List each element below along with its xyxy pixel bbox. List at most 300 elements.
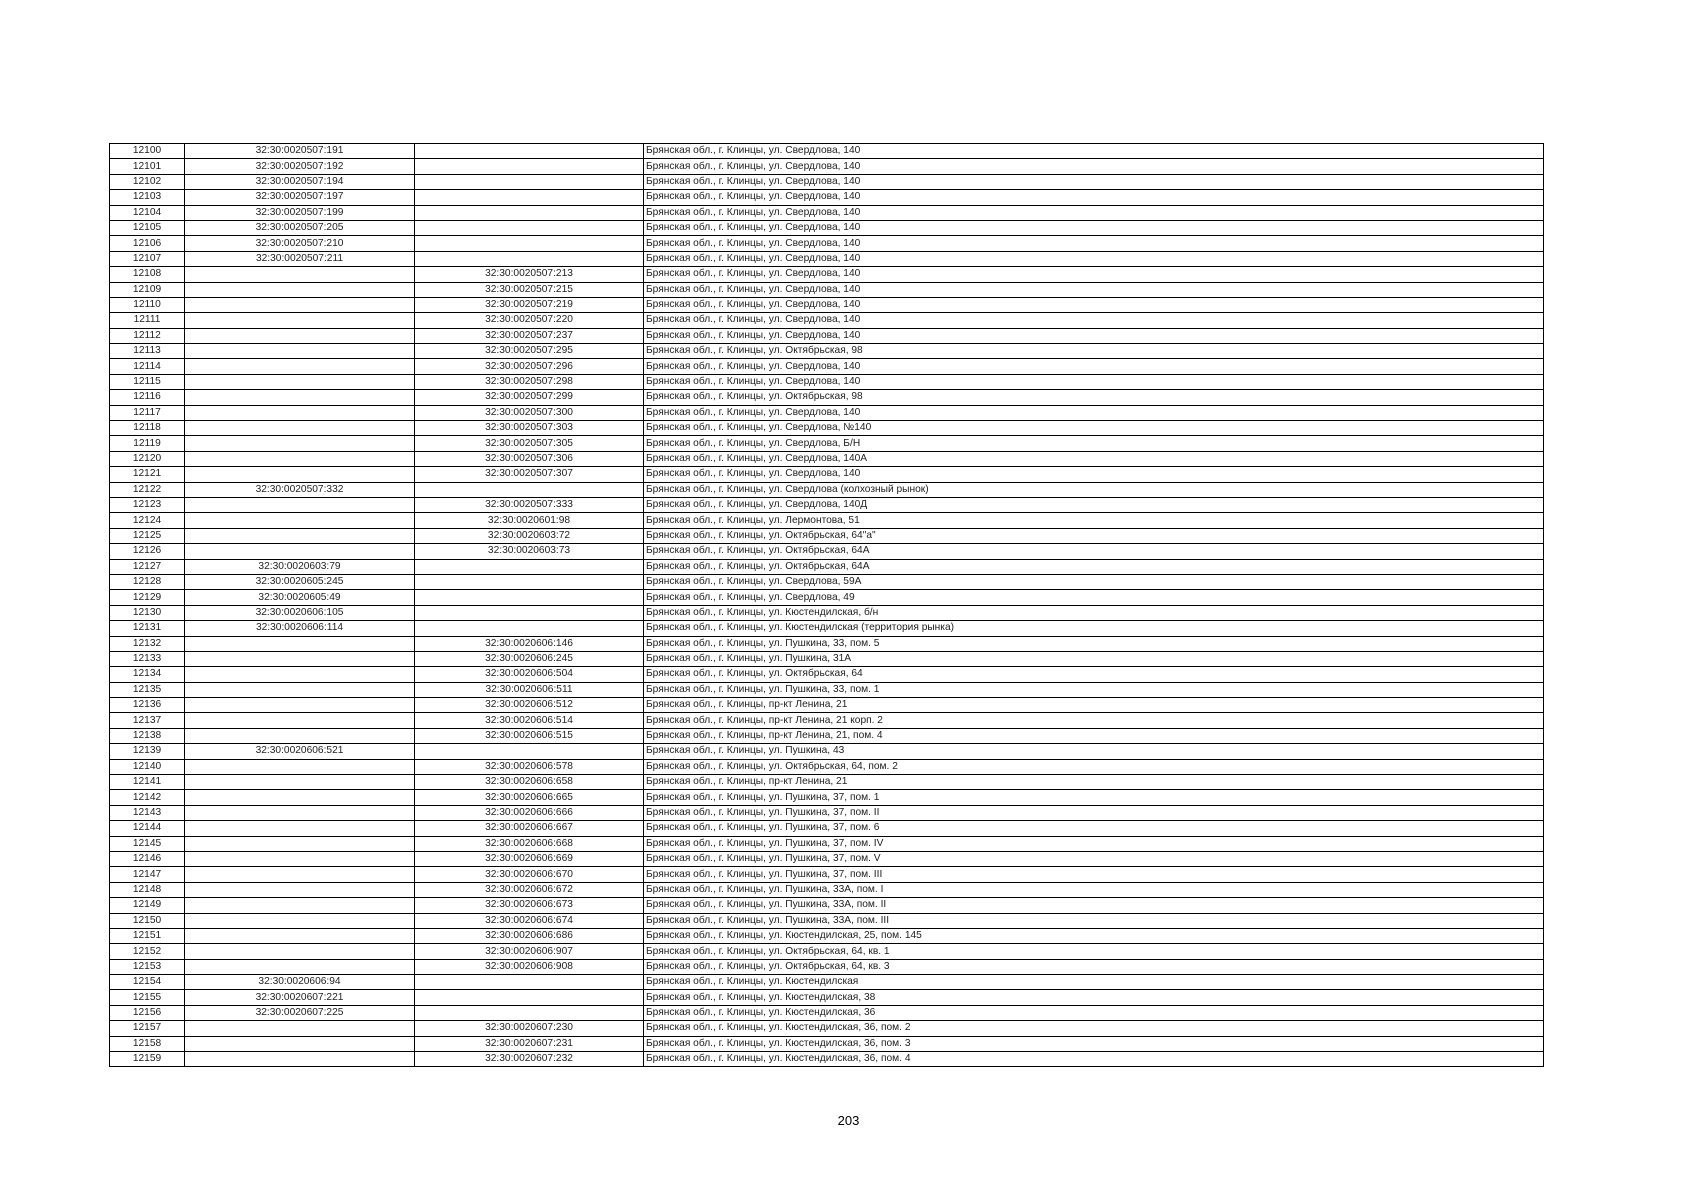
row-number-cell: 12122 bbox=[110, 482, 185, 497]
cadastral-number-cell bbox=[185, 759, 415, 774]
table-row bbox=[110, 928, 1544, 943]
address-cell: Брянская обл., г. Клинцы, ул. Свердлова, 59А bbox=[644, 574, 1544, 589]
row-number-cell: 12105 bbox=[110, 220, 185, 235]
table-row bbox=[110, 990, 1544, 1005]
cadastral-number-cell bbox=[185, 882, 415, 897]
sub-cadastral-number-cell: 32:30:0020606:673 bbox=[415, 898, 644, 913]
row-number-cell: 12138 bbox=[110, 728, 185, 743]
address-cell: Брянская обл., г. Клинцы, ул. Свердлова, 140 bbox=[644, 220, 1544, 235]
table-row bbox=[110, 144, 1544, 159]
table-row bbox=[110, 390, 1544, 405]
row-number-cell: 12155 bbox=[110, 990, 185, 1005]
sub-cadastral-number-cell bbox=[415, 251, 644, 266]
cadastral-number-cell: 32:30:0020606:105 bbox=[185, 605, 415, 620]
sub-cadastral-number-cell: 32:30:0020603:73 bbox=[415, 544, 644, 559]
table-row bbox=[110, 636, 1544, 651]
address-cell: Брянская обл., г. Клинцы, ул. Пушкина, 37, пом. III bbox=[644, 867, 1544, 882]
address-cell: Брянская обл., г. Клинцы, пр-кт Ленина, 21 bbox=[644, 775, 1544, 790]
sub-cadastral-number-cell: 32:30:0020507:307 bbox=[415, 467, 644, 482]
sub-cadastral-number-cell bbox=[415, 482, 644, 497]
row-number-cell: 12157 bbox=[110, 1021, 185, 1036]
cadastral-number-cell: 32:30:0020606:521 bbox=[185, 744, 415, 759]
address-cell: Брянская обл., г. Клинцы, ул. Пушкина, 37, пом. II bbox=[644, 805, 1544, 820]
cadastral-number-cell bbox=[185, 636, 415, 651]
table-row bbox=[110, 605, 1544, 620]
table-row bbox=[110, 775, 1544, 790]
sub-cadastral-number-cell: 32:30:0020507:303 bbox=[415, 421, 644, 436]
cadastral-number-cell: 32:30:0020606:114 bbox=[185, 621, 415, 636]
cadastral-number-cell: 32:30:0020605:245 bbox=[185, 574, 415, 589]
address-cell: Брянская обл., г. Клинцы, ул. Кюстендилская, 36, пом. 4 bbox=[644, 1052, 1544, 1067]
address-cell: Брянская обл., г. Клинцы, ул. Октябрьская, 98 bbox=[644, 344, 1544, 359]
row-number-cell: 12140 bbox=[110, 759, 185, 774]
address-cell: Брянская обл., г. Клинцы, ул. Пушкина, 31А bbox=[644, 651, 1544, 666]
cadastral-number-cell bbox=[185, 790, 415, 805]
table-row bbox=[110, 220, 1544, 235]
address-cell: Брянская обл., г. Клинцы, ул. Октябрьская, 64"а" bbox=[644, 528, 1544, 543]
cadastral-number-cell bbox=[185, 1036, 415, 1051]
address-cell: Брянская обл., г. Клинцы, ул. Свердлова, 140 bbox=[644, 405, 1544, 420]
row-number-cell: 12115 bbox=[110, 374, 185, 389]
cadastral-number-cell: 32:30:0020507:211 bbox=[185, 251, 415, 266]
row-number-cell: 12142 bbox=[110, 790, 185, 805]
table-row bbox=[110, 851, 1544, 866]
row-number-cell: 12129 bbox=[110, 590, 185, 605]
table-row bbox=[110, 313, 1544, 328]
table-row bbox=[110, 1052, 1544, 1067]
table-row bbox=[110, 836, 1544, 851]
row-number-cell: 12159 bbox=[110, 1052, 185, 1067]
sub-cadastral-number-cell bbox=[415, 605, 644, 620]
sub-cadastral-number-cell: 32:30:0020507:295 bbox=[415, 344, 644, 359]
address-cell: Брянская обл., г. Клинцы, ул. Свердлова, 140 bbox=[644, 374, 1544, 389]
row-number-cell: 12137 bbox=[110, 713, 185, 728]
table-row bbox=[110, 744, 1544, 759]
table-row bbox=[110, 528, 1544, 543]
address-cell: Брянская обл., г. Клинцы, ул. Свердлова, 140 bbox=[644, 328, 1544, 343]
row-number-cell: 12158 bbox=[110, 1036, 185, 1051]
page-number: 203 bbox=[837, 1113, 860, 1128]
row-number-cell: 12120 bbox=[110, 451, 185, 466]
table-row bbox=[110, 867, 1544, 882]
cadastral-number-cell bbox=[185, 836, 415, 851]
table-row bbox=[110, 467, 1544, 482]
row-number-cell: 12146 bbox=[110, 851, 185, 866]
sub-cadastral-number-cell bbox=[415, 205, 644, 220]
sub-cadastral-number-cell bbox=[415, 144, 644, 159]
address-cell: Брянская обл., г. Клинцы, ул. Свердлова, 140 bbox=[644, 359, 1544, 374]
cadastral-number-cell bbox=[185, 928, 415, 943]
cadastral-number-cell bbox=[185, 267, 415, 282]
row-number-cell: 12124 bbox=[110, 513, 185, 528]
sub-cadastral-number-cell: 32:30:0020606:669 bbox=[415, 851, 644, 866]
sub-cadastral-number-cell: 32:30:0020507:300 bbox=[415, 405, 644, 420]
cadastral-number-cell bbox=[185, 959, 415, 974]
cadastral-number-cell: 32:30:0020507:205 bbox=[185, 220, 415, 235]
address-cell: Брянская обл., г. Клинцы, ул. Свердлова, Б/Н bbox=[644, 436, 1544, 451]
table-row bbox=[110, 251, 1544, 266]
cadastral-number-cell bbox=[185, 436, 415, 451]
table-row bbox=[110, 159, 1544, 174]
sub-cadastral-number-cell: 32:30:0020607:231 bbox=[415, 1036, 644, 1051]
sub-cadastral-number-cell: 32:30:0020606:670 bbox=[415, 867, 644, 882]
sub-cadastral-number-cell: 32:30:0020507:333 bbox=[415, 497, 644, 512]
row-number-cell: 12145 bbox=[110, 836, 185, 851]
row-number-cell: 12156 bbox=[110, 1005, 185, 1020]
sub-cadastral-number-cell: 32:30:0020606:511 bbox=[415, 682, 644, 697]
row-number-cell: 12104 bbox=[110, 205, 185, 220]
row-number-cell: 12144 bbox=[110, 821, 185, 836]
address-cell: Брянская обл., г. Клинцы, ул. Пушкина, 33, пом. 1 bbox=[644, 682, 1544, 697]
sub-cadastral-number-cell bbox=[415, 559, 644, 574]
address-cell: Брянская обл., г. Клинцы, ул. Кюстендилская, б/н bbox=[644, 605, 1544, 620]
sub-cadastral-number-cell: 32:30:0020606:666 bbox=[415, 805, 644, 820]
table-row bbox=[110, 267, 1544, 282]
table-row bbox=[110, 882, 1544, 897]
address-cell: Брянская обл., г. Клинцы, ул. Пушкина, 37, пом. V bbox=[644, 851, 1544, 866]
table-row bbox=[110, 590, 1544, 605]
sub-cadastral-number-cell: 32:30:0020606:515 bbox=[415, 728, 644, 743]
row-number-cell: 12106 bbox=[110, 236, 185, 251]
sub-cadastral-number-cell bbox=[415, 220, 644, 235]
sub-cadastral-number-cell: 32:30:0020507:299 bbox=[415, 390, 644, 405]
row-number-cell: 12113 bbox=[110, 344, 185, 359]
cadastral-number-cell bbox=[185, 513, 415, 528]
sub-cadastral-number-cell: 32:30:0020606:245 bbox=[415, 651, 644, 666]
sub-cadastral-number-cell: 32:30:0020603:72 bbox=[415, 528, 644, 543]
address-cell: Брянская обл., г. Клинцы, ул. Свердлова, 140 bbox=[644, 267, 1544, 282]
address-cell: Брянская обл., г. Клинцы, ул. Кюстендилская, 25, пом. 145 bbox=[644, 928, 1544, 943]
cadastral-number-cell: 32:30:0020507:191 bbox=[185, 144, 415, 159]
address-cell: Брянская обл., г. Клинцы, пр-кт Ленина, 21, пом. 4 bbox=[644, 728, 1544, 743]
address-cell: Брянская обл., г. Клинцы, ул. Свердлова (колхозный рынок) bbox=[644, 482, 1544, 497]
row-number-cell: 12132 bbox=[110, 636, 185, 651]
table-row bbox=[110, 728, 1544, 743]
table-row bbox=[110, 759, 1544, 774]
address-cell: Брянская обл., г. Клинцы, ул. Пушкина, 43 bbox=[644, 744, 1544, 759]
table-row bbox=[110, 374, 1544, 389]
address-cell: Брянская обл., г. Клинцы, ул. Октябрьская, 64, кв. 1 bbox=[644, 944, 1544, 959]
row-number-cell: 12147 bbox=[110, 867, 185, 882]
sub-cadastral-number-cell: 32:30:0020606:907 bbox=[415, 944, 644, 959]
cadastral-number-cell bbox=[185, 344, 415, 359]
address-cell: Брянская обл., г. Клинцы, ул. Пушкина, 37, пом. 6 bbox=[644, 821, 1544, 836]
address-cell: Брянская обл., г. Клинцы, пр-кт Ленина, 21 корп. 2 bbox=[644, 713, 1544, 728]
address-cell: Брянская обл., г. Клинцы, ул. Пушкина, 33, пом. 5 bbox=[644, 636, 1544, 651]
address-cell: Брянская обл., г. Клинцы, ул. Свердлова, 140Д bbox=[644, 497, 1544, 512]
sub-cadastral-number-cell bbox=[415, 190, 644, 205]
address-cell: Брянская обл., г. Клинцы, ул. Лермонтова, 51 bbox=[644, 513, 1544, 528]
sub-cadastral-number-cell: 32:30:0020606:658 bbox=[415, 775, 644, 790]
address-cell: Брянская обл., г. Клинцы, ул. Свердлова, №140 bbox=[644, 421, 1544, 436]
sub-cadastral-number-cell: 32:30:0020607:232 bbox=[415, 1052, 644, 1067]
row-number-cell: 12149 bbox=[110, 898, 185, 913]
cadastral-number-cell bbox=[185, 374, 415, 389]
row-number-cell: 12128 bbox=[110, 574, 185, 589]
address-cell: Брянская обл., г. Клинцы, ул. Свердлова, 140 bbox=[644, 190, 1544, 205]
row-number-cell: 12153 bbox=[110, 959, 185, 974]
row-number-cell: 12109 bbox=[110, 282, 185, 297]
sub-cadastral-number-cell: 32:30:0020606:672 bbox=[415, 882, 644, 897]
sub-cadastral-number-cell: 32:30:0020507:213 bbox=[415, 267, 644, 282]
address-cell: Брянская обл., г. Клинцы, ул. Пушкина, 33А, пом. III bbox=[644, 913, 1544, 928]
row-number-cell: 12141 bbox=[110, 775, 185, 790]
table-row bbox=[110, 559, 1544, 574]
table-row bbox=[110, 898, 1544, 913]
table-row bbox=[110, 451, 1544, 466]
address-cell: Брянская обл., г. Клинцы, ул. Кюстендилская, 36, пом. 2 bbox=[644, 1021, 1544, 1036]
row-number-cell: 12135 bbox=[110, 682, 185, 697]
address-cell: Брянская обл., г. Клинцы, ул. Свердлова, 140 bbox=[644, 297, 1544, 312]
row-number-cell: 12151 bbox=[110, 928, 185, 943]
cadastral-number-cell: 32:30:0020607:221 bbox=[185, 990, 415, 1005]
table-row bbox=[110, 405, 1544, 420]
cadastral-number-cell bbox=[185, 313, 415, 328]
row-number-cell: 12143 bbox=[110, 805, 185, 820]
address-cell: Брянская обл., г. Клинцы, ул. Пушкина, 33А, пом. I bbox=[644, 882, 1544, 897]
row-number-cell: 12126 bbox=[110, 544, 185, 559]
sub-cadastral-number-cell bbox=[415, 236, 644, 251]
cadastral-number-cell bbox=[185, 421, 415, 436]
row-number-cell: 12123 bbox=[110, 497, 185, 512]
row-number-cell: 12150 bbox=[110, 913, 185, 928]
table-row bbox=[110, 282, 1544, 297]
table-row bbox=[110, 667, 1544, 682]
row-number-cell: 12100 bbox=[110, 144, 185, 159]
cadastral-number-cell: 32:30:0020507:197 bbox=[185, 190, 415, 205]
sub-cadastral-number-cell: 32:30:0020507:305 bbox=[415, 436, 644, 451]
cadastral-number-cell: 32:30:0020606:94 bbox=[185, 975, 415, 990]
row-number-cell: 12154 bbox=[110, 975, 185, 990]
table-row bbox=[110, 651, 1544, 666]
address-cell: Брянская обл., г. Клинцы, ул. Свердлова, 140 bbox=[644, 236, 1544, 251]
sub-cadastral-number-cell: 32:30:0020606:514 bbox=[415, 713, 644, 728]
table-row bbox=[110, 497, 1544, 512]
sub-cadastral-number-cell: 32:30:0020606:668 bbox=[415, 836, 644, 851]
address-cell: Брянская обл., г. Клинцы, ул. Свердлова, 140 bbox=[644, 251, 1544, 266]
cadastral-number-cell bbox=[185, 651, 415, 666]
address-cell: Брянская обл., г. Клинцы, ул. Свердлова, 140 bbox=[644, 144, 1544, 159]
sub-cadastral-number-cell: 32:30:0020601:98 bbox=[415, 513, 644, 528]
row-number-cell: 12118 bbox=[110, 421, 185, 436]
sub-cadastral-number-cell: 32:30:0020507:296 bbox=[415, 359, 644, 374]
row-number-cell: 12110 bbox=[110, 297, 185, 312]
cadastral-number-cell bbox=[185, 913, 415, 928]
cadastral-number-cell bbox=[185, 667, 415, 682]
address-cell: Брянская обл., г. Клинцы, ул. Свердлова, 49 bbox=[644, 590, 1544, 605]
row-number-cell: 12117 bbox=[110, 405, 185, 420]
address-cell: Брянская обл., г. Клинцы, ул. Свердлова, 140 bbox=[644, 159, 1544, 174]
cadastral-number-cell bbox=[185, 544, 415, 559]
table-row bbox=[110, 205, 1544, 220]
address-cell: Брянская обл., г. Клинцы, ул. Свердлова, 140 bbox=[644, 174, 1544, 189]
sub-cadastral-number-cell bbox=[415, 1005, 644, 1020]
table-row bbox=[110, 421, 1544, 436]
table-row bbox=[110, 944, 1544, 959]
address-cell: Брянская обл., г. Клинцы, ул. Пушкина, 33А, пом. II bbox=[644, 898, 1544, 913]
cadastral-number-cell bbox=[185, 297, 415, 312]
address-cell: Брянская обл., г. Клинцы, ул. Свердлова, 140 bbox=[644, 313, 1544, 328]
sub-cadastral-number-cell: 32:30:0020507:298 bbox=[415, 374, 644, 389]
address-cell: Брянская обл., г. Клинцы, ул. Октябрьская, 98 bbox=[644, 390, 1544, 405]
cadastral-number-cell bbox=[185, 1052, 415, 1067]
row-number-cell: 12133 bbox=[110, 651, 185, 666]
cadastral-number-cell: 32:30:0020507:199 bbox=[185, 205, 415, 220]
address-cell: Брянская обл., г. Клинцы, ул. Кюстендилская, 36 bbox=[644, 1005, 1544, 1020]
address-cell: Брянская обл., г. Клинцы, ул. Пушкина, 37, пом. IV bbox=[644, 836, 1544, 851]
table-row bbox=[110, 297, 1544, 312]
cadastral-number-cell bbox=[185, 467, 415, 482]
address-cell: Брянская обл., г. Клинцы, ул. Свердлова, 140 bbox=[644, 205, 1544, 220]
address-cell: Брянская обл., г. Клинцы, ул. Кюстендилская (территория рынка) bbox=[644, 621, 1544, 636]
sub-cadastral-number-cell bbox=[415, 975, 644, 990]
table-row bbox=[110, 959, 1544, 974]
cadastral-number-cell bbox=[185, 713, 415, 728]
cadastral-number-cell bbox=[185, 698, 415, 713]
table-row bbox=[110, 174, 1544, 189]
table-row bbox=[110, 482, 1544, 497]
sub-cadastral-number-cell bbox=[415, 159, 644, 174]
row-number-cell: 12127 bbox=[110, 559, 185, 574]
registry-table-body bbox=[110, 144, 1544, 1067]
row-number-cell: 12112 bbox=[110, 328, 185, 343]
cadastral-number-cell bbox=[185, 898, 415, 913]
row-number-cell: 12131 bbox=[110, 621, 185, 636]
row-number-cell: 12102 bbox=[110, 174, 185, 189]
table-row bbox=[110, 513, 1544, 528]
sub-cadastral-number-cell: 32:30:0020607:230 bbox=[415, 1021, 644, 1036]
sub-cadastral-number-cell bbox=[415, 574, 644, 589]
cadastral-number-cell bbox=[185, 851, 415, 866]
cadastral-number-cell: 32:30:0020507:210 bbox=[185, 236, 415, 251]
sub-cadastral-number-cell bbox=[415, 590, 644, 605]
table-row bbox=[110, 975, 1544, 990]
sub-cadastral-number-cell: 32:30:0020606:665 bbox=[415, 790, 644, 805]
table-row bbox=[110, 1021, 1544, 1036]
sub-cadastral-number-cell: 32:30:0020606:686 bbox=[415, 928, 644, 943]
address-cell: Брянская обл., г. Клинцы, ул. Свердлова, 140 bbox=[644, 467, 1544, 482]
cadastral-number-cell bbox=[185, 821, 415, 836]
cadastral-number-cell: 32:30:0020507:194 bbox=[185, 174, 415, 189]
row-number-cell: 12152 bbox=[110, 944, 185, 959]
sub-cadastral-number-cell bbox=[415, 621, 644, 636]
cadastral-number-cell: 32:30:0020507:332 bbox=[185, 482, 415, 497]
address-cell: Брянская обл., г. Клинцы, ул. Октябрьская, 64, кв. 3 bbox=[644, 959, 1544, 974]
sub-cadastral-number-cell bbox=[415, 744, 644, 759]
address-cell: Брянская обл., г. Клинцы, ул. Октябрьская, 64 bbox=[644, 667, 1544, 682]
cadastral-number-cell bbox=[185, 528, 415, 543]
row-number-cell: 12139 bbox=[110, 744, 185, 759]
row-number-cell: 12107 bbox=[110, 251, 185, 266]
table-row bbox=[110, 344, 1544, 359]
address-cell: Брянская обл., г. Клинцы, ул. Свердлова, 140А bbox=[644, 451, 1544, 466]
row-number-cell: 12116 bbox=[110, 390, 185, 405]
row-number-cell: 12114 bbox=[110, 359, 185, 374]
address-cell: Брянская обл., г. Клинцы, ул. Кюстендилская bbox=[644, 975, 1544, 990]
cadastral-number-cell bbox=[185, 728, 415, 743]
address-cell: Брянская обл., г. Клинцы, ул. Октябрьская, 64, пом. 2 bbox=[644, 759, 1544, 774]
table-row bbox=[110, 821, 1544, 836]
row-number-cell: 12108 bbox=[110, 267, 185, 282]
row-number-cell: 12136 bbox=[110, 698, 185, 713]
table-row bbox=[110, 1005, 1544, 1020]
row-number-cell: 12111 bbox=[110, 313, 185, 328]
table-row bbox=[110, 713, 1544, 728]
table-row bbox=[110, 805, 1544, 820]
table-row bbox=[110, 436, 1544, 451]
cadastral-number-cell: 32:30:0020603:79 bbox=[185, 559, 415, 574]
cadastral-number-cell bbox=[185, 944, 415, 959]
sub-cadastral-number-cell: 32:30:0020606:908 bbox=[415, 959, 644, 974]
table-row bbox=[110, 190, 1544, 205]
address-cell: Брянская обл., г. Клинцы, ул. Свердлова, 140 bbox=[644, 282, 1544, 297]
sub-cadastral-number-cell: 32:30:0020507:220 bbox=[415, 313, 644, 328]
address-cell: Брянская обл., г. Клинцы, пр-кт Ленина, 21 bbox=[644, 698, 1544, 713]
cadastral-number-cell bbox=[185, 805, 415, 820]
cadastral-number-cell bbox=[185, 867, 415, 882]
cadastral-number-cell: 32:30:0020507:192 bbox=[185, 159, 415, 174]
cadastral-number-cell bbox=[185, 282, 415, 297]
address-cell: Брянская обл., г. Клинцы, ул. Кюстендилская, 36, пом. 3 bbox=[644, 1036, 1544, 1051]
sub-cadastral-number-cell: 32:30:0020606:512 bbox=[415, 698, 644, 713]
cadastral-number-cell: 32:30:0020607:225 bbox=[185, 1005, 415, 1020]
sub-cadastral-number-cell bbox=[415, 990, 644, 1005]
row-number-cell: 12119 bbox=[110, 436, 185, 451]
table-row bbox=[110, 621, 1544, 636]
cadastral-number-cell bbox=[185, 359, 415, 374]
table-row bbox=[110, 328, 1544, 343]
row-number-cell: 12125 bbox=[110, 528, 185, 543]
registry-table bbox=[109, 143, 1544, 1067]
sub-cadastral-number-cell: 32:30:0020507:219 bbox=[415, 297, 644, 312]
cadastral-number-cell bbox=[185, 497, 415, 512]
address-cell: Брянская обл., г. Клинцы, ул. Пушкина, 37, пом. 1 bbox=[644, 790, 1544, 805]
row-number-cell: 12121 bbox=[110, 467, 185, 482]
sub-cadastral-number-cell: 32:30:0020507:237 bbox=[415, 328, 644, 343]
sub-cadastral-number-cell: 32:30:0020606:146 bbox=[415, 636, 644, 651]
row-number-cell: 12134 bbox=[110, 667, 185, 682]
sub-cadastral-number-cell: 32:30:0020606:674 bbox=[415, 913, 644, 928]
table-row bbox=[110, 1036, 1544, 1051]
row-number-cell: 12130 bbox=[110, 605, 185, 620]
sub-cadastral-number-cell: 32:30:0020507:215 bbox=[415, 282, 644, 297]
table-row bbox=[110, 544, 1544, 559]
address-cell: Брянская обл., г. Клинцы, ул. Октябрьская, 64А bbox=[644, 544, 1544, 559]
sub-cadastral-number-cell: 32:30:0020606:578 bbox=[415, 759, 644, 774]
sub-cadastral-number-cell: 32:30:0020606:667 bbox=[415, 821, 644, 836]
sub-cadastral-number-cell bbox=[415, 174, 644, 189]
cadastral-number-cell bbox=[185, 682, 415, 697]
address-cell: Брянская обл., г. Клинцы, ул. Октябрьская, 64А bbox=[644, 559, 1544, 574]
row-number-cell: 12103 bbox=[110, 190, 185, 205]
table-row bbox=[110, 359, 1544, 374]
sub-cadastral-number-cell: 32:30:0020507:306 bbox=[415, 451, 644, 466]
sub-cadastral-number-cell: 32:30:0020606:504 bbox=[415, 667, 644, 682]
row-number-cell: 12101 bbox=[110, 159, 185, 174]
address-cell: Брянская обл., г. Клинцы, ул. Кюстендилская, 38 bbox=[644, 990, 1544, 1005]
table-row bbox=[110, 682, 1544, 697]
cadastral-number-cell bbox=[185, 1021, 415, 1036]
table-row bbox=[110, 236, 1544, 251]
cadastral-number-cell bbox=[185, 775, 415, 790]
cadastral-number-cell: 32:30:0020605:49 bbox=[185, 590, 415, 605]
table-row bbox=[110, 574, 1544, 589]
cadastral-number-cell bbox=[185, 451, 415, 466]
table-row bbox=[110, 913, 1544, 928]
table-row bbox=[110, 790, 1544, 805]
row-number-cell: 12148 bbox=[110, 882, 185, 897]
cadastral-number-cell bbox=[185, 328, 415, 343]
